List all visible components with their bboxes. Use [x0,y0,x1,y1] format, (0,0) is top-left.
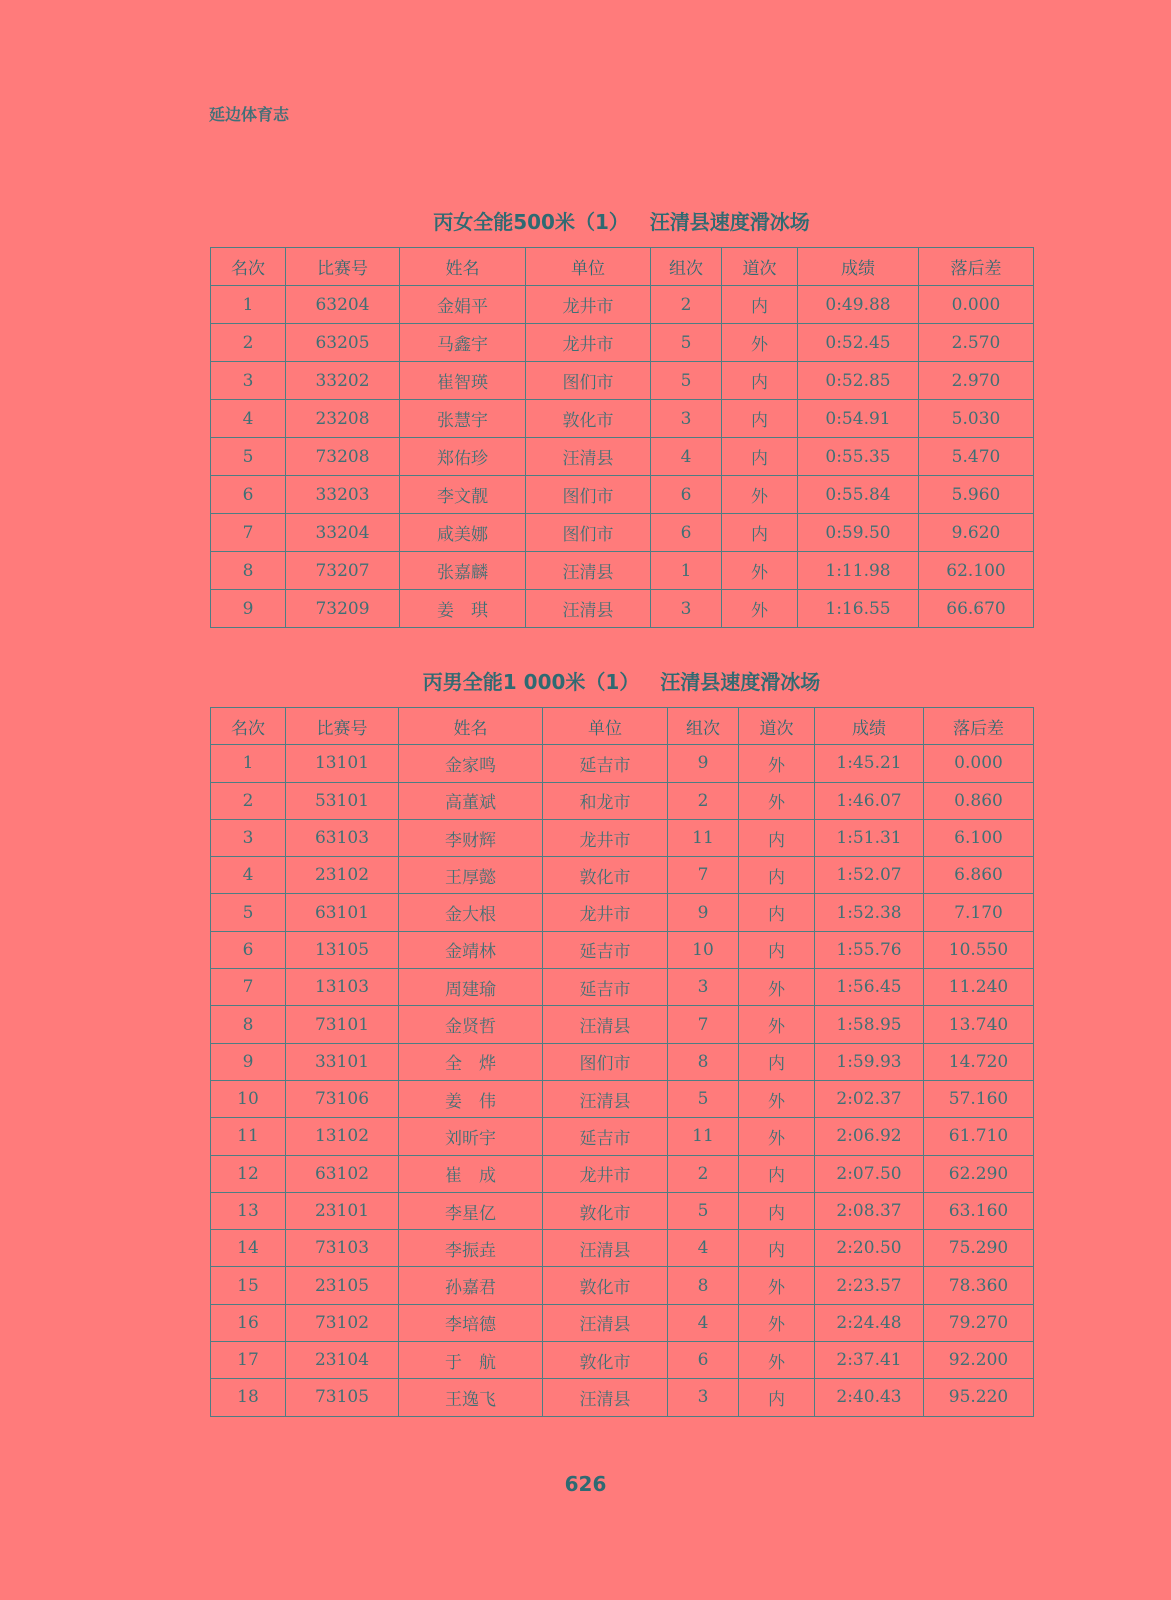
cell-race-number: 13103 [286,969,399,1006]
cell-time: 1:55.76 [815,931,924,968]
table-row [211,894,1034,931]
cell-time-behind: 13.740 [924,1006,1034,1043]
cell-race-number: 23208 [286,400,400,438]
table-title-boys-1000m: 丙男全能1 000米（1） 汪清县速度滑冰场 [422,670,821,694]
cell-lane: 外 [739,782,815,819]
cell-name: 姜 伟 [399,1080,543,1117]
table-row [211,1043,1034,1080]
cell-heat: 9 [668,894,739,931]
cell-heat: 5 [668,1080,739,1117]
cell-time-behind: 66.670 [919,590,1034,628]
cell-unit: 敦化市 [526,400,651,438]
cell-time: 1:11.98 [798,552,919,590]
column-header-heat: 组次 [668,708,739,745]
cell-time: 1:51.31 [815,819,924,856]
cell-name: 王逸飞 [399,1379,543,1416]
cell-race-number: 23102 [286,857,399,894]
table-row [211,476,1034,514]
cell-rank: 16 [211,1304,286,1341]
column-header-heat: 组次 [651,248,722,286]
cell-unit: 敦化市 [543,1192,668,1229]
column-header-name: 姓名 [399,708,543,745]
cell-heat: 4 [651,438,722,476]
cell-heat: 4 [668,1230,739,1267]
cell-heat: 11 [668,819,739,856]
table-row [211,1304,1034,1341]
cell-name: 金家鸣 [399,745,543,782]
cell-rank: 13 [211,1192,286,1229]
cell-rank: 1 [211,745,286,782]
cell-lane: 内 [739,894,815,931]
cell-name: 全 烨 [399,1043,543,1080]
column-header-unit: 单位 [543,708,668,745]
cell-time: 1:56.45 [815,969,924,1006]
cell-unit: 汪清县 [526,552,651,590]
table-row [211,1230,1034,1267]
cell-time-behind: 61.710 [924,1118,1034,1155]
cell-rank: 5 [211,894,286,931]
cell-race-number: 63102 [286,1155,399,1192]
cell-lane: 外 [739,1006,815,1043]
cell-rank: 4 [211,400,286,438]
cell-unit: 延吉市 [543,969,668,1006]
cell-name: 王厚懿 [399,857,543,894]
cell-unit: 汪清县 [543,1230,668,1267]
table-row [211,362,1034,400]
cell-rank: 4 [211,857,286,894]
table-row [211,1118,1034,1155]
cell-name: 金大根 [399,894,543,931]
cell-time-behind: 6.100 [924,819,1034,856]
cell-rank: 1 [211,286,286,324]
table-row [211,1006,1034,1043]
cell-heat: 2 [651,286,722,324]
cell-heat: 4 [668,1304,739,1341]
table-row [211,552,1034,590]
cell-lane: 内 [722,362,798,400]
cell-heat: 3 [651,400,722,438]
column-header-rank: 名次 [211,248,286,286]
table-row [211,1080,1034,1117]
cell-rank: 9 [211,1043,286,1080]
cell-name: 张慧宇 [400,400,526,438]
cell-name: 李财辉 [399,819,543,856]
cell-time: 0:55.35 [798,438,919,476]
table-row [211,324,1034,362]
cell-rank: 8 [211,1006,286,1043]
results-table-boys-1000m [210,707,1034,1417]
cell-heat: 8 [668,1267,739,1304]
table-row [211,438,1034,476]
cell-heat: 3 [668,1379,739,1416]
cell-time: 0:59.50 [798,514,919,552]
cell-lane: 内 [739,819,815,856]
page-number: 626 [564,1472,607,1496]
cell-lane: 外 [739,1080,815,1117]
cell-heat: 2 [668,782,739,819]
cell-race-number: 33202 [286,362,400,400]
table-row [211,1267,1034,1304]
cell-unit: 汪清县 [526,438,651,476]
cell-time: 2:37.41 [815,1342,924,1379]
table-row [211,514,1034,552]
cell-rank: 3 [211,819,286,856]
cell-rank: 7 [211,969,286,1006]
cell-unit: 延吉市 [543,931,668,968]
cell-time: 1:52.07 [815,857,924,894]
cell-lane: 内 [739,1379,815,1416]
cell-unit: 图们市 [526,476,651,514]
cell-time-behind: 5.960 [919,476,1034,514]
cell-heat: 5 [651,324,722,362]
cell-name: 刘昕宇 [399,1118,543,1155]
cell-race-number: 13101 [286,745,399,782]
cell-lane: 内 [722,286,798,324]
cell-lane: 内 [739,1230,815,1267]
table-row [211,745,1034,782]
cell-lane: 内 [739,857,815,894]
cell-name: 金贤哲 [399,1006,543,1043]
cell-unit: 汪清县 [543,1304,668,1341]
cell-race-number: 23101 [286,1192,399,1229]
cell-race-number: 63205 [286,324,400,362]
table-title-girls-500m: 丙女全能500米（1） 汪清县速度滑冰场 [433,210,810,234]
cell-rank: 6 [211,931,286,968]
cell-rank: 5 [211,438,286,476]
cell-unit: 延吉市 [543,745,668,782]
table-row [211,286,1034,324]
cell-time-behind: 11.240 [924,969,1034,1006]
cell-name: 咸美娜 [400,514,526,552]
cell-race-number: 33101 [286,1043,399,1080]
cell-unit: 龙井市 [543,819,668,856]
cell-rank: 10 [211,1080,286,1117]
cell-unit: 敦化市 [543,857,668,894]
cell-unit: 和龙市 [543,782,668,819]
cell-unit: 图们市 [526,514,651,552]
cell-lane: 外 [739,745,815,782]
column-header-time: 成绩 [815,708,924,745]
cell-unit: 汪清县 [543,1379,668,1416]
cell-race-number: 23104 [286,1342,399,1379]
cell-heat: 6 [651,514,722,552]
cell-unit: 汪清县 [543,1080,668,1117]
table-row [211,782,1034,819]
cell-heat: 2 [668,1155,739,1192]
cell-time: 2:06.92 [815,1118,924,1155]
cell-heat: 6 [668,1342,739,1379]
cell-time: 1:16.55 [798,590,919,628]
cell-lane: 外 [739,1118,815,1155]
table-header-row [211,708,1034,745]
cell-time-behind: 57.160 [924,1080,1034,1117]
cell-time-behind: 7.170 [924,894,1034,931]
cell-time-behind: 9.620 [919,514,1034,552]
table-row [211,819,1034,856]
cell-rank: 15 [211,1267,286,1304]
cell-time-behind: 92.200 [924,1342,1034,1379]
column-header-race-number: 比赛号 [286,708,399,745]
cell-name: 李培德 [399,1304,543,1341]
cell-rank: 11 [211,1118,286,1155]
cell-unit: 敦化市 [543,1267,668,1304]
cell-race-number: 33203 [286,476,400,514]
cell-name: 周建瑜 [399,969,543,1006]
cell-name: 马鑫宇 [400,324,526,362]
cell-time: 1:45.21 [815,745,924,782]
cell-race-number: 73101 [286,1006,399,1043]
cell-race-number: 73207 [286,552,400,590]
cell-heat: 9 [668,745,739,782]
cell-time-behind: 75.290 [924,1230,1034,1267]
cell-name: 于 航 [399,1342,543,1379]
column-header-race-number: 比赛号 [286,248,400,286]
cell-name: 李星亿 [399,1192,543,1229]
cell-time: 0:52.45 [798,324,919,362]
cell-time-behind: 78.360 [924,1267,1034,1304]
cell-lane: 内 [739,1043,815,1080]
cell-race-number: 53101 [286,782,399,819]
cell-rank: 3 [211,362,286,400]
cell-heat: 7 [668,857,739,894]
cell-name: 李振垚 [399,1230,543,1267]
cell-time-behind: 10.550 [924,931,1034,968]
cell-heat: 3 [651,590,722,628]
cell-time-behind: 5.470 [919,438,1034,476]
cell-race-number: 73209 [286,590,400,628]
cell-race-number: 63103 [286,819,399,856]
cell-lane: 内 [739,1155,815,1192]
cell-race-number: 33204 [286,514,400,552]
cell-time: 2:08.37 [815,1192,924,1229]
cell-time-behind: 2.570 [919,324,1034,362]
column-header-time-behind: 落后差 [924,708,1034,745]
cell-lane: 外 [739,1304,815,1341]
cell-lane: 内 [722,400,798,438]
cell-race-number: 73102 [286,1304,399,1341]
cell-name: 高董斌 [399,782,543,819]
cell-lane: 内 [722,438,798,476]
cell-time: 0:49.88 [798,286,919,324]
cell-time: 2:24.48 [815,1304,924,1341]
cell-time-behind: 5.030 [919,400,1034,438]
cell-lane: 内 [739,931,815,968]
cell-time-behind: 62.290 [924,1155,1034,1192]
cell-heat: 11 [668,1118,739,1155]
cell-name: 崔智瑛 [400,362,526,400]
column-header-name: 姓名 [400,248,526,286]
column-header-time: 成绩 [798,248,919,286]
cell-rank: 18 [211,1379,286,1416]
cell-name: 李文靓 [400,476,526,514]
cell-lane: 外 [739,1267,815,1304]
cell-rank: 7 [211,514,286,552]
cell-time: 0:54.91 [798,400,919,438]
cell-heat: 8 [668,1043,739,1080]
cell-heat: 1 [651,552,722,590]
cell-unit: 龙井市 [526,324,651,362]
cell-rank: 14 [211,1230,286,1267]
cell-name: 金靖林 [399,931,543,968]
cell-lane: 外 [722,552,798,590]
column-header-rank: 名次 [211,708,286,745]
cell-rank: 17 [211,1342,286,1379]
table-row [211,400,1034,438]
table-row [211,1155,1034,1192]
cell-unit: 图们市 [543,1043,668,1080]
cell-unit: 延吉市 [543,1118,668,1155]
cell-time-behind: 63.160 [924,1192,1034,1229]
cell-race-number: 73103 [286,1230,399,1267]
column-header-lane: 道次 [739,708,815,745]
cell-race-number: 63101 [286,894,399,931]
cell-lane: 外 [722,590,798,628]
table-row [211,1342,1034,1379]
cell-name: 金娟平 [400,286,526,324]
cell-rank: 12 [211,1155,286,1192]
cell-time-behind: 14.720 [924,1043,1034,1080]
cell-time: 2:40.43 [815,1379,924,1416]
table-row [211,857,1034,894]
cell-heat: 10 [668,931,739,968]
cell-lane: 外 [722,476,798,514]
cell-rank: 6 [211,476,286,514]
running-head: 延边体育志 [209,105,290,124]
cell-race-number: 73106 [286,1080,399,1117]
cell-time-behind: 95.220 [924,1379,1034,1416]
table-row [211,931,1034,968]
cell-race-number: 73105 [286,1379,399,1416]
cell-name: 姜 琪 [400,590,526,628]
cell-lane: 内 [722,514,798,552]
table-row [211,1192,1034,1229]
cell-time: 0:55.84 [798,476,919,514]
cell-race-number: 73208 [286,438,400,476]
cell-time: 1:58.95 [815,1006,924,1043]
table-row [211,1379,1034,1416]
cell-race-number: 13102 [286,1118,399,1155]
table-row [211,590,1034,628]
cell-time-behind: 79.270 [924,1304,1034,1341]
cell-heat: 5 [651,362,722,400]
cell-heat: 7 [668,1006,739,1043]
cell-time-behind: 62.100 [919,552,1034,590]
cell-heat: 6 [651,476,722,514]
cell-race-number: 63204 [286,286,400,324]
cell-unit: 龙井市 [543,894,668,931]
cell-unit: 龙井市 [526,286,651,324]
column-header-lane: 道次 [722,248,798,286]
cell-time: 2:07.50 [815,1155,924,1192]
cell-time-behind: 6.860 [924,857,1034,894]
cell-rank: 9 [211,590,286,628]
cell-time: 2:20.50 [815,1230,924,1267]
table-header-row [211,248,1034,286]
cell-unit: 敦化市 [543,1342,668,1379]
cell-heat: 5 [668,1192,739,1229]
cell-time: 2:23.57 [815,1267,924,1304]
cell-time-behind: 0.860 [924,782,1034,819]
cell-rank: 2 [211,782,286,819]
cell-race-number: 23105 [286,1267,399,1304]
cell-rank: 8 [211,552,286,590]
cell-lane: 外 [739,1342,815,1379]
cell-time: 1:59.93 [815,1043,924,1080]
cell-time-behind: 2.970 [919,362,1034,400]
results-table-girls-500m [210,247,1034,628]
cell-time: 2:02.37 [815,1080,924,1117]
cell-name: 孙嘉君 [399,1267,543,1304]
cell-time: 0:52.85 [798,362,919,400]
cell-lane: 内 [739,1192,815,1229]
column-header-unit: 单位 [526,248,651,286]
column-header-time-behind: 落后差 [919,248,1034,286]
table-row [211,969,1034,1006]
cell-unit: 图们市 [526,362,651,400]
cell-name: 崔 成 [399,1155,543,1192]
cell-unit: 汪清县 [543,1006,668,1043]
cell-name: 张嘉麟 [400,552,526,590]
cell-time: 1:52.38 [815,894,924,931]
cell-time-behind: 0.000 [919,286,1034,324]
cell-lane: 外 [739,969,815,1006]
cell-time: 1:46.07 [815,782,924,819]
cell-rank: 2 [211,324,286,362]
cell-name: 郑佑珍 [400,438,526,476]
cell-lane: 外 [722,324,798,362]
cell-unit: 龙井市 [543,1155,668,1192]
cell-unit: 汪清县 [526,590,651,628]
cell-time-behind: 0.000 [924,745,1034,782]
cell-heat: 3 [668,969,739,1006]
cell-race-number: 13105 [286,931,399,968]
